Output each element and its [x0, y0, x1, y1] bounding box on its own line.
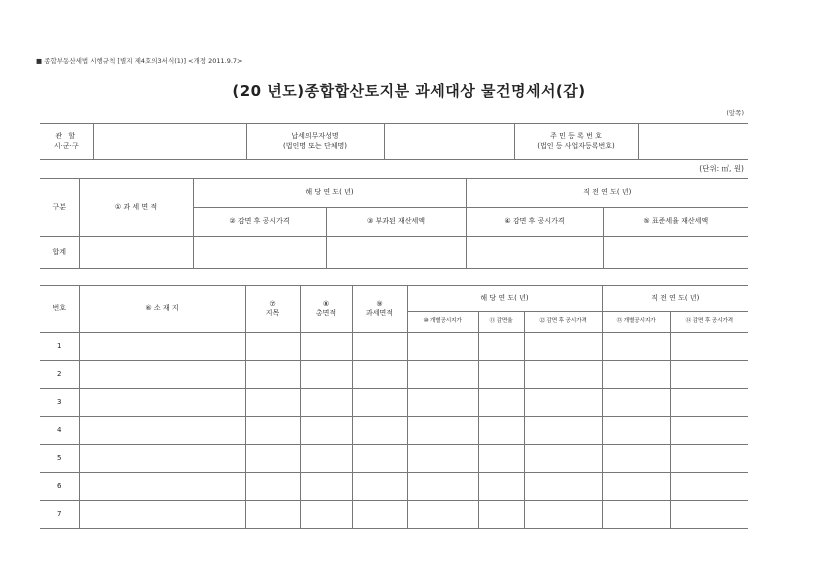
table-cell[interactable]	[352, 417, 407, 445]
detail-location-header: ⑥ 소 재 지	[79, 286, 245, 333]
row-number: 6	[40, 473, 79, 501]
table-cell[interactable]	[478, 389, 524, 417]
table-cell[interactable]	[602, 389, 670, 417]
table-cell[interactable]	[352, 501, 407, 529]
table-cell[interactable]	[670, 417, 748, 445]
table-cell[interactable]	[407, 417, 478, 445]
detail-col-13: ⑬ 개별공시지가	[602, 312, 670, 333]
detail-col-12: ⑫ 감면 후 공시가격	[524, 312, 602, 333]
table-cell[interactable]	[352, 333, 407, 361]
summary-total-5[interactable]	[603, 237, 748, 269]
table-cell[interactable]	[245, 417, 300, 445]
table-cell[interactable]	[300, 473, 352, 501]
table-cell[interactable]	[300, 361, 352, 389]
table-row	[40, 333, 748, 361]
summary-col-4: ④ 감면 후 공시가격	[466, 208, 603, 237]
table-row	[40, 473, 748, 501]
table-cell[interactable]	[602, 333, 670, 361]
table-cell[interactable]	[352, 445, 407, 473]
table-cell[interactable]	[79, 473, 245, 501]
table-cell[interactable]	[79, 333, 245, 361]
summary-prev-header: 직 전 연 도( 년)	[466, 179, 748, 208]
table-cell[interactable]	[79, 501, 245, 529]
table-cell[interactable]	[670, 445, 748, 473]
table-cell[interactable]	[602, 445, 670, 473]
table-cell[interactable]	[478, 361, 524, 389]
form-header-note: ■ 종합부동산세법 시행규칙 [별지 제4호의3서식(1)] <개정 2011.9.7>	[36, 57, 243, 65]
summary-total-2[interactable]	[193, 237, 326, 269]
detail-col-14: ⑭ 감면 후 공시가격	[670, 312, 748, 333]
id-number-label: 주 민 등 록 번 호 (법인 등 사업자등록번호)	[514, 124, 638, 160]
table-cell[interactable]	[407, 361, 478, 389]
table-cell[interactable]	[407, 501, 478, 529]
row-number: 2	[40, 361, 79, 389]
table-cell[interactable]	[478, 417, 524, 445]
table-cell[interactable]	[245, 445, 300, 473]
table-cell[interactable]	[478, 473, 524, 501]
table-cell[interactable]	[602, 361, 670, 389]
table-row	[40, 417, 748, 445]
table-cell[interactable]	[478, 333, 524, 361]
detail-col-8-header: ⑧ 총면적	[300, 286, 352, 333]
table-cell[interactable]	[352, 473, 407, 501]
page-side-label: (앞쪽)	[726, 109, 744, 117]
table-cell[interactable]	[300, 417, 352, 445]
unit-label: (단위: ㎡, 원)	[699, 164, 744, 173]
table-row	[40, 389, 748, 417]
table-cell[interactable]	[524, 389, 602, 417]
table-cell[interactable]	[524, 473, 602, 501]
row-number: 4	[40, 417, 79, 445]
table-cell[interactable]	[245, 501, 300, 529]
office-input[interactable]	[93, 124, 246, 160]
row-number: 5	[40, 445, 79, 473]
table-row	[40, 361, 748, 389]
summary-total-4[interactable]	[466, 237, 603, 269]
summary-col-5: ⑤ 표준세율 재산세액	[603, 208, 748, 237]
row-number: 7	[40, 501, 79, 529]
detail-year-header: 해 당 연 도( 년)	[407, 286, 602, 312]
table-cell[interactable]	[478, 445, 524, 473]
table-cell[interactable]	[79, 417, 245, 445]
id-number-input[interactable]	[638, 124, 748, 160]
table-cell[interactable]	[670, 333, 748, 361]
table-cell[interactable]	[407, 445, 478, 473]
summary-area-header: ① 과 세 면 적	[79, 179, 193, 237]
table-cell[interactable]	[79, 389, 245, 417]
table-cell[interactable]	[524, 333, 602, 361]
taxpayer-label: 납세의무자성명 (법인명 또는 단체명)	[246, 124, 384, 160]
table-cell[interactable]	[407, 333, 478, 361]
table-cell[interactable]	[670, 473, 748, 501]
table-cell[interactable]	[300, 445, 352, 473]
table-cell[interactable]	[524, 361, 602, 389]
taxpayer-info-table	[40, 123, 748, 160]
table-cell[interactable]	[79, 445, 245, 473]
detail-col-7-header: ⑦ 지목	[245, 286, 300, 333]
table-cell[interactable]	[352, 361, 407, 389]
table-cell[interactable]	[300, 389, 352, 417]
row-number: 1	[40, 333, 79, 361]
table-cell[interactable]	[352, 389, 407, 417]
table-cell[interactable]	[407, 473, 478, 501]
row-number: 3	[40, 389, 79, 417]
detail-col-10: ⑩ 개별공시지가	[407, 312, 478, 333]
table-cell[interactable]	[602, 417, 670, 445]
page-title: (20 년도)종합합산토지분 과세대상 물건명세서(갑)	[232, 82, 586, 100]
summary-total-label: 합계	[40, 237, 79, 269]
table-cell[interactable]	[245, 473, 300, 501]
summary-col-2: ② 감면 후 공시가격	[193, 208, 326, 237]
table-row	[40, 445, 748, 473]
table-cell[interactable]	[300, 501, 352, 529]
summary-total-area[interactable]	[79, 237, 193, 269]
detail-table	[40, 285, 748, 529]
summary-gubun-header: 구분	[40, 179, 79, 237]
table-cell[interactable]	[245, 389, 300, 417]
table-cell[interactable]	[245, 333, 300, 361]
summary-total-3[interactable]	[326, 237, 466, 269]
detail-col-9-header: ⑨ 과세면적	[352, 286, 407, 333]
table-cell[interactable]	[79, 361, 245, 389]
table-row	[40, 501, 748, 529]
office-label: 관 할 시·군·구	[40, 124, 93, 160]
summary-col-3: ③ 부과된 재산세액	[326, 208, 466, 237]
table-cell[interactable]	[478, 501, 524, 529]
table-cell[interactable]	[670, 501, 748, 529]
table-cell[interactable]	[670, 389, 748, 417]
table-cell[interactable]	[407, 389, 478, 417]
detail-no-header: 번호	[40, 286, 79, 333]
table-cell[interactable]	[602, 501, 670, 529]
table-cell[interactable]	[300, 333, 352, 361]
detail-col-11: ⑪ 감면율	[478, 312, 524, 333]
taxpayer-input[interactable]	[384, 124, 514, 160]
summary-year-header: 해 당 연 도( 년)	[193, 179, 466, 208]
table-cell[interactable]	[524, 445, 602, 473]
table-cell[interactable]	[524, 417, 602, 445]
table-cell[interactable]	[245, 361, 300, 389]
table-cell[interactable]	[524, 501, 602, 529]
table-cell[interactable]	[670, 361, 748, 389]
detail-prev-header: 직 전 연 도( 년)	[602, 286, 748, 312]
summary-table	[40, 178, 748, 269]
table-cell[interactable]	[602, 473, 670, 501]
